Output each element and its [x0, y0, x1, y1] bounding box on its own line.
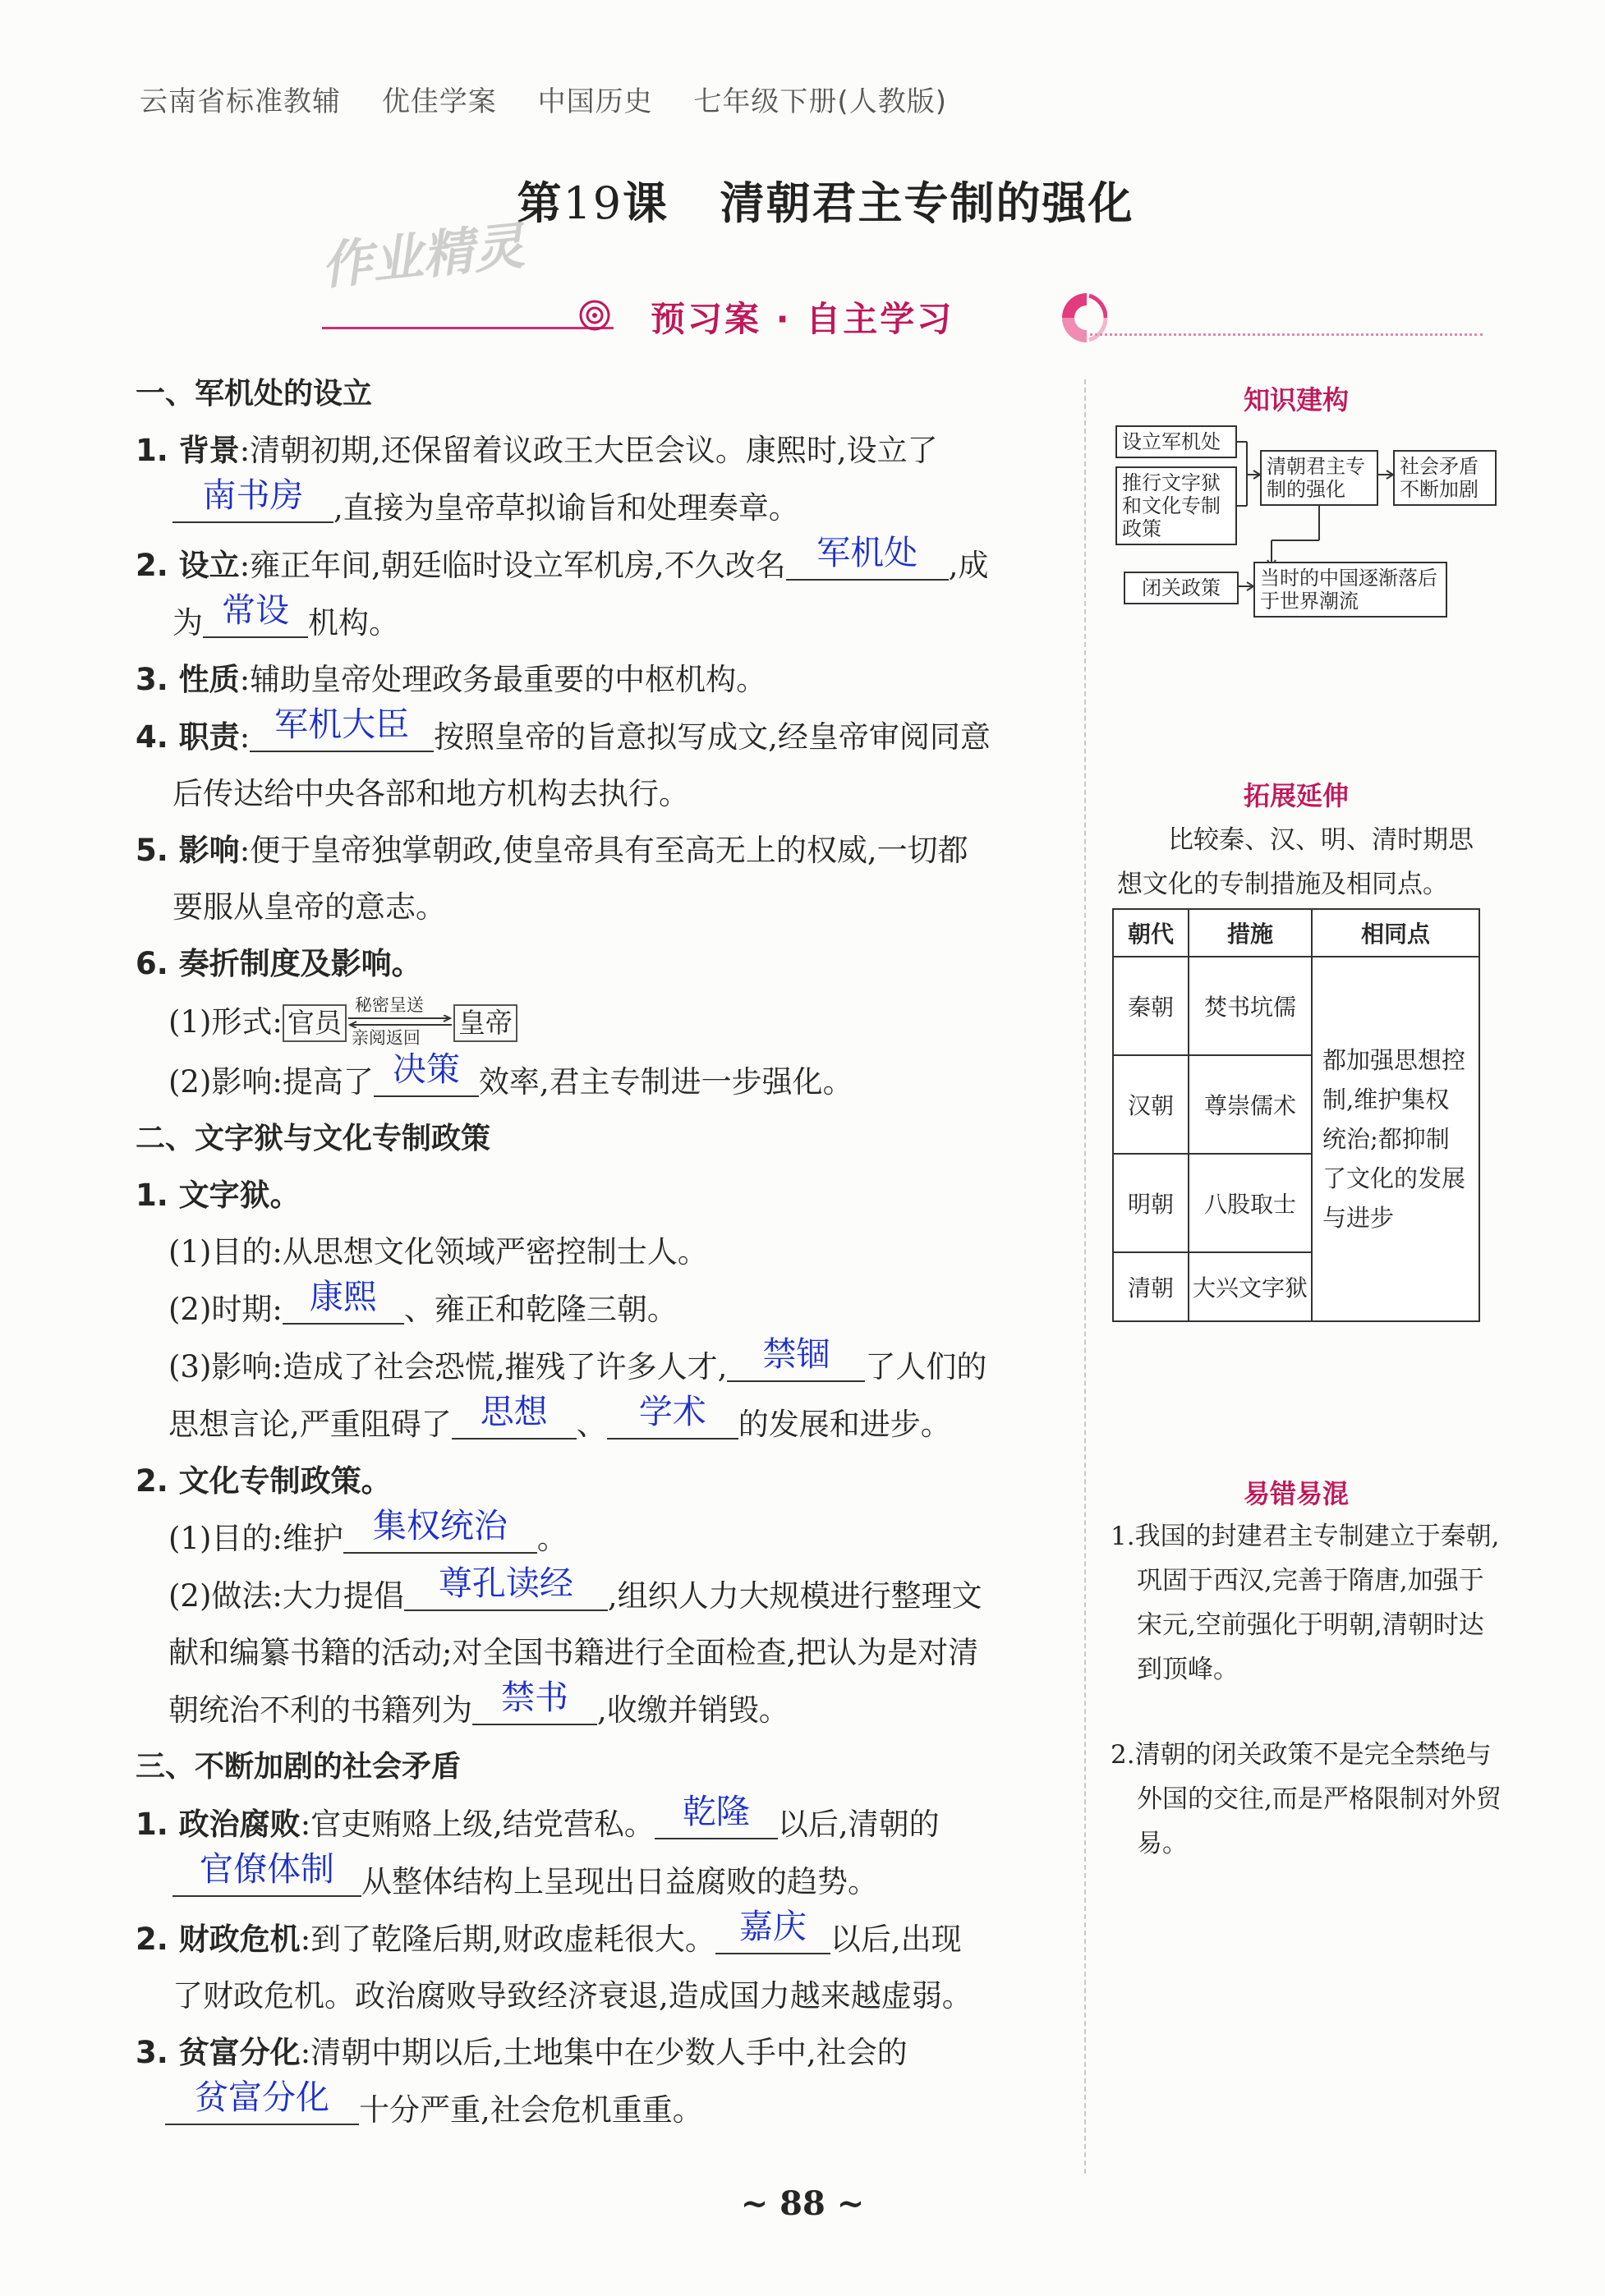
item-continuation [136, 2078, 1076, 2138]
arrow-label-bottom: 亲阅返回 [351, 1027, 421, 1048]
handwritten-answer: 南书房 [202, 475, 304, 515]
item-corruption [136, 1792, 1076, 1853]
item-continuation [136, 1678, 1076, 1738]
handwritten-answer: 军机大臣 [274, 705, 410, 744]
item-continuation: 后传达给中央各部和地方机构去执行。 [172, 776, 689, 811]
handwritten-answer: 思想 [480, 1392, 548, 1431]
memorial-effect [136, 1049, 1076, 1110]
sidebar-title-extend: 拓展延伸 [1243, 780, 1349, 811]
item-background [136, 422, 1076, 479]
answer-blank[interactable] [283, 1277, 404, 1325]
handwritten-answer: 决策 [392, 1049, 460, 1089]
table-cell: 焚书坑儒 [1189, 957, 1312, 1055]
handwritten-answer: 嘉庆 [738, 1907, 807, 1946]
item-continuation: 要服从皇帝的意志。 [172, 889, 446, 925]
item-label: 1. 政治腐败 [136, 1807, 301, 1842]
knowledge-node: 当时的中国逐渐落后于世界潮流 [1253, 562, 1447, 618]
item-text: 机构。 [308, 605, 399, 641]
item-continuation: 了财政危机。政治腐败导致经济衰退,造成国力越来越虚弱。 [172, 1978, 973, 2014]
item-wealth-gap [136, 2024, 1076, 2081]
page-number: ~ 88 ~ [740, 2184, 865, 2223]
item-duty [136, 705, 1076, 765]
section-heading: 二、文字狱与文化专制政策 [136, 1122, 491, 1155]
item-text: 效率,君主专制进一步强化。 [478, 1064, 853, 1100]
item-culture-policy [136, 1453, 1076, 1509]
table-header: 相同点 [1312, 909, 1479, 957]
answer-blank[interactable] [727, 1334, 865, 1382]
handwritten-answer: 军机处 [816, 533, 918, 572]
item-influence [136, 822, 1076, 879]
item-text: : [239, 719, 251, 755]
item-text: (1)目的:维护 [168, 1521, 343, 1556]
banner-rule-dotted [1084, 333, 1483, 338]
item-continuation [136, 1392, 1076, 1453]
item-text: 从整体结构上呈现出日益腐败的趋势。 [361, 1864, 878, 1899]
table-row [1113, 957, 1479, 1055]
watermark-text: 作业精灵 [318, 215, 527, 296]
banner-title: 预习案 · 自主学习 [651, 299, 954, 339]
table-cell: 秦朝 [1113, 957, 1189, 1055]
knowledge-node: 社会矛盾不断加剧 [1393, 450, 1497, 506]
item-text: 朝统治不利的书籍列为 [168, 1692, 472, 1728]
sub-item [136, 1334, 1076, 1395]
item-continuation: 献和编纂书籍的活动;对全国书籍进行全面检查,把认为是对清 [168, 1635, 979, 1670]
header-item: 中国历史 [537, 85, 653, 118]
item-nature [136, 651, 1076, 708]
item-memorial [136, 935, 1076, 992]
handwritten-answer: 学术 [638, 1392, 706, 1431]
item-label: 5. 影响 [136, 833, 240, 868]
item-text: (2)做法:大力提倡 [168, 1578, 404, 1614]
lesson-number: 19 [563, 177, 623, 229]
magnifier-icon [577, 297, 613, 333]
mistake-note: 1.我国的封建君主专制建立于秦朝,巩固于西汉,完善于隋唐,加强于宋元,空前强化于明朝,清朝时达到顶峰。 [1111, 1522, 1500, 1684]
knowledge-node: 设立军机处 [1115, 425, 1237, 458]
item-text: 十分严重,社会危机重重。 [359, 2092, 703, 2128]
memorial-form [136, 992, 1076, 1053]
answer-blank[interactable] [172, 475, 333, 523]
item-literary-inquisition [136, 1167, 1076, 1224]
item-text: :清朝初期,还保留着议政王大臣会议。康熙时,设立了 [239, 433, 938, 468]
book-header [140, 79, 978, 119]
item-text: 为 [172, 605, 203, 641]
sidebar-title-mistakes: 易错易混 [1243, 1478, 1349, 1509]
answer-blank[interactable] [343, 1506, 537, 1554]
knowledge-node: 闭关政策 [1124, 572, 1239, 604]
handwritten-answer: 官僚体制 [200, 1849, 334, 1889]
item-text: :辅助皇帝处理政务最重要的中枢机构。 [239, 662, 767, 697]
common-cell: 都加强思想控制,维护集权统治;都抑制了文化的发展与进步 [1312, 957, 1479, 1321]
item-fiscal [136, 1907, 1076, 1968]
answer-blank[interactable] [203, 590, 308, 638]
comparison-table [1112, 908, 1480, 1322]
mistake-note: 2.清朝的闭关政策不是完全禁绝与外国的交往,而是严格限制对外贸易。 [1111, 1740, 1502, 1858]
sub-item [136, 1277, 1076, 1338]
extend-text: 想文化的专制措施及相同点。 [1117, 870, 1448, 899]
main-content [136, 365, 1076, 2138]
item-text: 按照皇帝的旨意拟写成文,经皇帝审阅同意 [434, 719, 991, 755]
answer-blank[interactable] [472, 1678, 597, 1725]
item-label: 6. 奏折制度及影响。 [136, 946, 422, 981]
item-label: 2. 财政危机 [136, 1922, 301, 1957]
sub-item: (1)目的:从思想文化领域严密控制士人。 [168, 1234, 708, 1270]
lesson-suffix: 课 [623, 177, 669, 229]
item-label: 4. 职责 [136, 719, 240, 755]
table-cell: 大兴文字狱 [1189, 1252, 1312, 1321]
table-header-row [1113, 909, 1479, 957]
item-text: 。 [536, 1521, 568, 1556]
sub-item [136, 1506, 1076, 1567]
double-arrow-icon [347, 1015, 453, 1028]
header-item: 优佳学案 [381, 85, 497, 118]
handwritten-answer: 禁书 [501, 1678, 568, 1717]
item-text: 了人们的 [865, 1349, 987, 1384]
answer-blank[interactable] [655, 1792, 778, 1839]
knowledge-node: 推行文字狱和文化专制政策 [1115, 466, 1237, 545]
item-label: 1. 背景 [136, 433, 240, 468]
handwritten-answer: 集权统治 [372, 1506, 508, 1545]
item-text: :清朝中期以后,土地集中在少数人手中,社会的 [300, 2035, 908, 2070]
table-cell: 明朝 [1113, 1154, 1189, 1252]
header-item: 七年级下册(人教版) [693, 85, 947, 118]
item-text: 、 [576, 1407, 607, 1442]
table-cell: 清朝 [1113, 1252, 1189, 1321]
header-item: 云南省标准教辅 [140, 85, 341, 118]
item-text: :便于皇帝独掌朝政,使皇帝具有至高无上的权威,一切都 [239, 833, 968, 868]
sidebar-title-knowledge: 知识建构 [1243, 384, 1349, 416]
knowledge-node: 清朝君主专制的强化 [1260, 450, 1378, 506]
item-label: 2. 文化专制政策。 [136, 1463, 392, 1499]
item-text: :到了乾隆后期,财政虚耗很大。 [300, 1922, 715, 1957]
item-establish [136, 533, 1076, 594]
section-heading: 三、不断加剧的社会矛盾 [136, 1750, 462, 1784]
item-continuation [136, 1849, 1076, 1910]
knowledge-diagram [1115, 425, 1502, 622]
flow-arrows [347, 994, 453, 1049]
answer-blank[interactable] [452, 1392, 577, 1440]
answer-blank[interactable] [715, 1907, 830, 1954]
item-label: 1. 文字狱。 [136, 1178, 301, 1213]
table-header: 朝代 [1113, 909, 1189, 957]
answer-blank[interactable] [250, 705, 434, 752]
official-box: 官员 [283, 1004, 347, 1042]
answer-blank[interactable] [172, 1849, 361, 1897]
item-text: (2)影响:提高了 [168, 1064, 374, 1100]
emperor-box: 皇帝 [453, 1004, 517, 1042]
lesson-prefix: 第 [517, 177, 563, 229]
handwritten-answer: 常设 [222, 590, 289, 630]
item-text: (2)时期: [168, 1292, 283, 1327]
handwritten-answer: 乾隆 [682, 1792, 750, 1831]
sub-item [136, 1564, 1076, 1624]
item-text: :雍正年间,朝廷临时设立军机房,不久改名 [239, 548, 786, 583]
extend-text: 比较秦、汉、明、清时期思 [1168, 825, 1474, 855]
table-header: 措施 [1189, 909, 1312, 957]
item-continuation [136, 590, 1076, 651]
handwritten-answer: 贫富分化 [195, 2078, 329, 2117]
item-text: 的发展和进步。 [738, 1407, 951, 1442]
answer-blank[interactable] [374, 1049, 479, 1097]
table-cell: 八股取士 [1189, 1154, 1312, 1252]
item-label: 2. 设立 [136, 548, 240, 583]
item-label: 3. 贫富分化 [136, 2035, 301, 2070]
answer-blank[interactable] [607, 1392, 738, 1440]
item-text: ,收缴并销毁。 [597, 1692, 789, 1728]
lesson-name: 清朝君主专制的强化 [720, 177, 1134, 229]
handwritten-answer: 尊孔读经 [438, 1564, 573, 1603]
item-text: ,成 [948, 548, 989, 583]
table-cell: 尊崇儒术 [1189, 1055, 1312, 1154]
handwritten-answer: 禁锢 [762, 1334, 830, 1374]
banner-rule-left [322, 327, 614, 329]
item-text: (1)形式: [168, 1004, 283, 1040]
answer-blank[interactable] [786, 533, 949, 581]
item-text: 、雍正和乾隆三朝。 [403, 1292, 678, 1327]
handwritten-answer: 康熙 [309, 1277, 377, 1316]
item-text: 以后,出现 [830, 1922, 962, 1957]
lesson-title [0, 168, 1605, 232]
item-text: ,组织人力大规模进行整理文 [607, 1578, 982, 1614]
item-text: 思想言论,严重阻碍了 [168, 1407, 452, 1442]
column-divider [1084, 379, 1086, 2174]
answer-blank[interactable] [404, 1564, 608, 1611]
item-text: :官吏贿赂上级,结党营私。 [300, 1807, 655, 1842]
item-continuation [136, 475, 1076, 536]
table-cell: 汉朝 [1113, 1055, 1189, 1154]
item-text: (3)影响:造成了社会恐慌,摧残了许多人才, [168, 1349, 728, 1384]
extend-prompt [1117, 818, 1495, 907]
arrow-label-top: 秘密呈送 [354, 994, 424, 1015]
item-label: 3. 性质 [136, 662, 240, 697]
answer-blank[interactable] [165, 2078, 359, 2125]
section-heading: 一、军机处的设立 [136, 377, 373, 411]
item-text: ,直接为皇帝草拟谕旨和处理奏章。 [333, 490, 799, 526]
item-text: 以后,清朝的 [777, 1807, 940, 1842]
